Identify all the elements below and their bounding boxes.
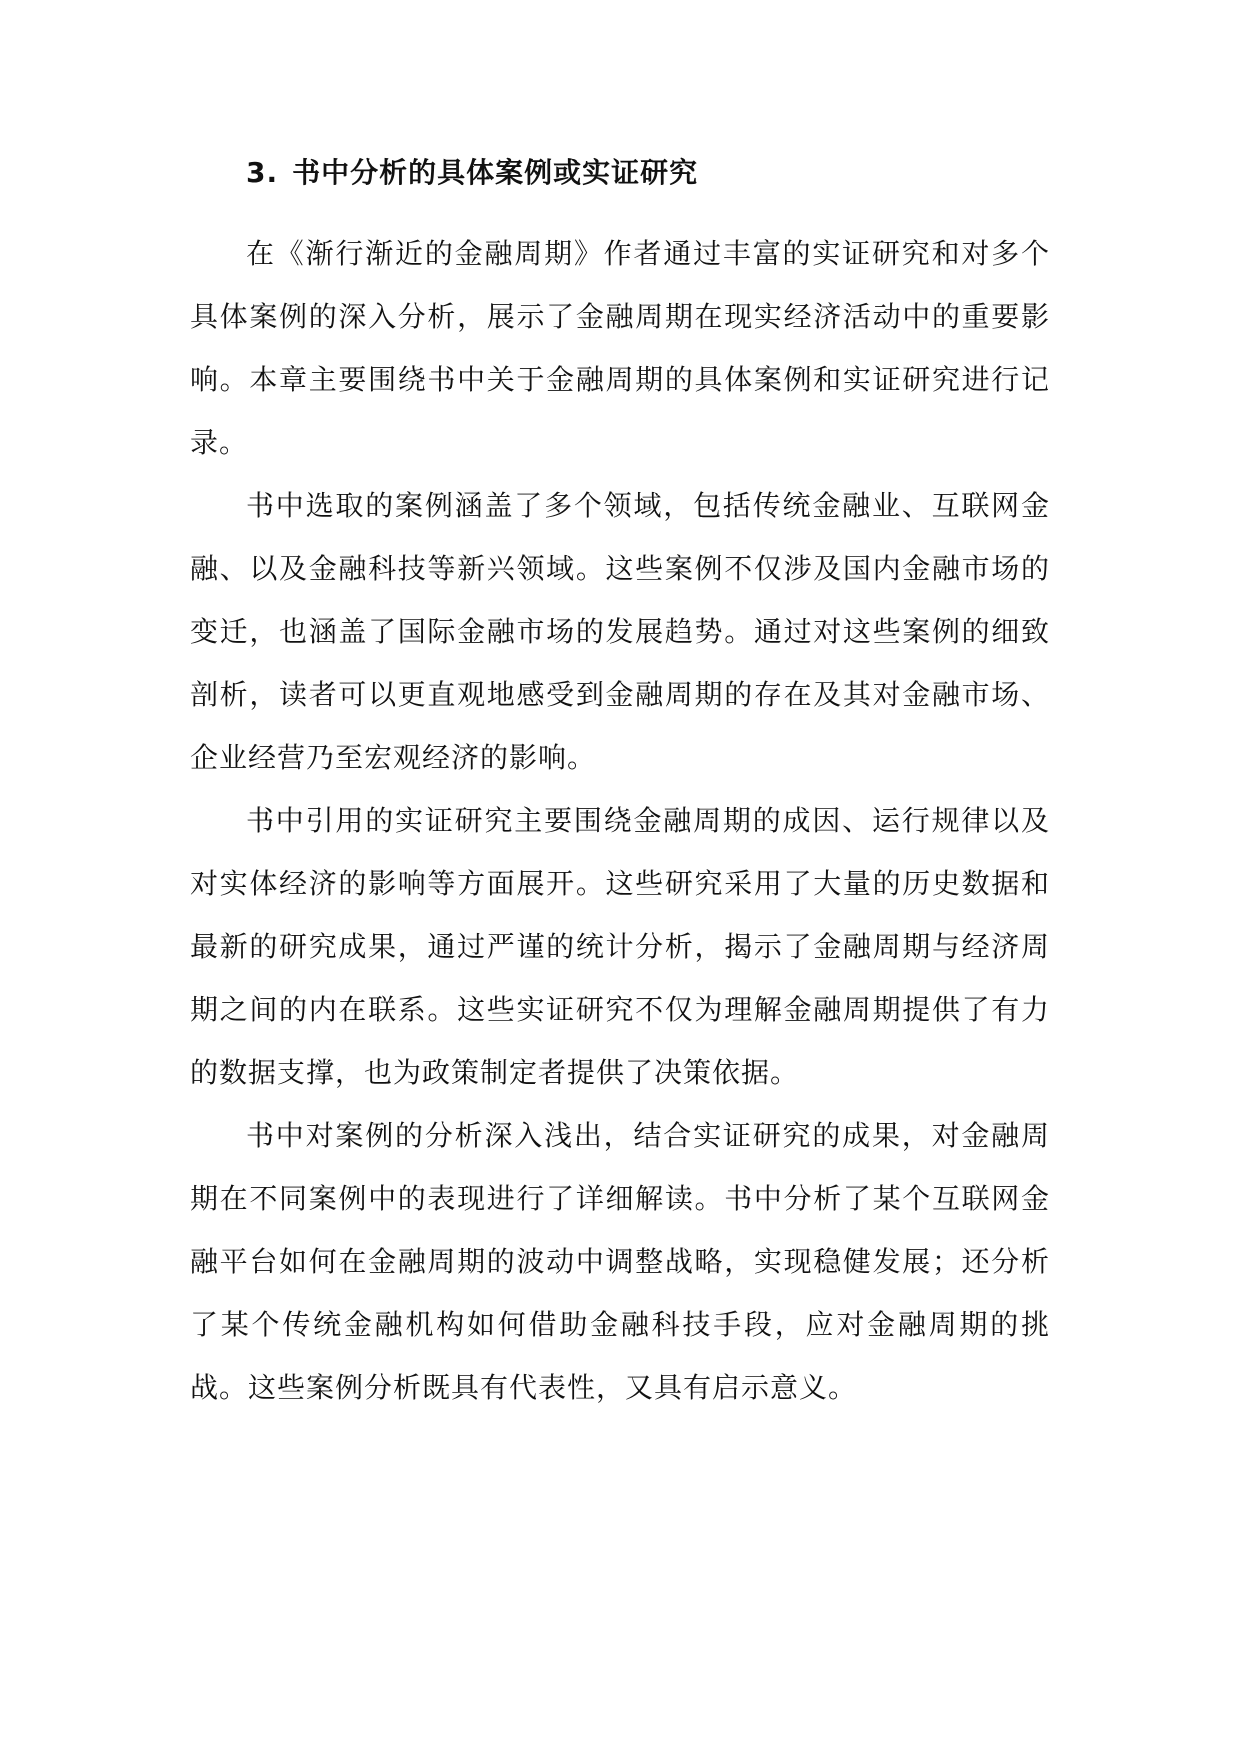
paragraph-empirical-research: 书中引用的实证研究主要围绕金融周期的成因、运行规律以及对实体经济的影响等方面展开。这些研究采用了大量的历史数据和最新的研究成果，通过严谨的统计分析，揭示了金融周期与经济周期之间的内在联系。这些实证研究不仅为理解金融周期提供了有力的数据支撑，也为政策制定者提供了决策依据。	[190, 804, 1050, 1089]
paragraph-case-selection: 书中选取的案例涵盖了多个领域，包括传统金融业、互联网金融、以及金融科技等新兴领域。这些案例不仅涉及国内金融市场的变迁，也涵盖了国际金融市场的发展趋势。通过对这些案例的细致剖析，读者可以更直观地感受到金融周期的存在及其对金融市场、企业经营乃至宏观经济的影响。	[190, 489, 1050, 774]
section-heading	[190, 148, 1050, 198]
body-text	[190, 222, 1050, 1419]
section-number: 3.	[246, 156, 279, 189]
paragraph-intro: 在《渐行渐近的金融周期》作者通过丰富的实证研究和对多个具体案例的深入分析，展示了金融周期在现实经济活动中的重要影响。本章主要围绕书中关于金融周期的具体案例和实证研究进行记录。	[190, 237, 1050, 459]
paragraph-case-analysis: 书中对案例的分析深入浅出，结合实证研究的成果，对金融周期在不同案例中的表现进行了详细解读。书中分析了某个互联网金融平台如何在金融周期的波动中调整战略，实现稳健发展；还分析了某个传统金融机构如何借助金融科技手段，应对金融周期的挑战。这些案例分析既具有代表性，又具有启示意义。	[190, 1119, 1050, 1404]
section-title: 书中分析的具体案例或实证研究	[292, 156, 699, 189]
page-content	[190, 148, 1050, 1419]
